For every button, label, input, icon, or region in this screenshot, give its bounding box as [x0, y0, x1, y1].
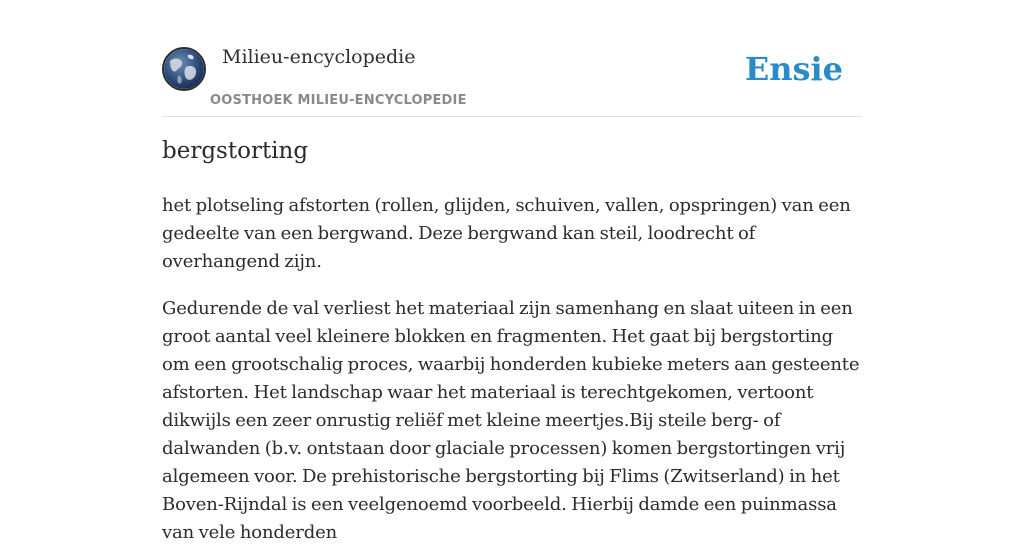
site-title[interactable]: Milieu-encyclopedie: [222, 46, 416, 68]
brand-logo[interactable]: Ensie: [744, 50, 843, 88]
page-container: [162, 0, 862, 543]
site-subtitle[interactable]: OOSTHOEK MILIEU-ENCYCLOPEDIE: [210, 93, 467, 108]
site-header: [162, 0, 862, 117]
article-paragraph: Gedurende de val verliest het materiaal zijn samenhang en slaat uiteen in een groot aantal veel kleinere blokken en fragmenten. Het gaat bij bergstorting om een grootschalig proces, waarbij honderden kubieke meters aan gesteente afstorten. Het landschap waar het materiaal is terechtgekomen, vertoont dikwijls een zeer onrustig reliëf met kleine meertjes.Bij steile berg- of dalwanden (b.v. ontstaan door glaciale processen) komen bergstortingen vrij algemeen voor. De prehistorische bergstorting bij Flims (Zwitserland) in het Boven-Rijndal is een veelgenoemd voorbeeld. Hierbij damde een puinmassa van vele honderden: [162, 298, 860, 543]
page-title: bergstorting: [162, 138, 309, 164]
article-paragraph: het plotseling afstorten (rollen, glijden, schuiven, vallen, opspringen) van een gedeelte van een bergwand. Deze bergwand kan steil, loodrecht of overhangend zijn.: [162, 195, 851, 272]
earth-globe-icon[interactable]: [162, 47, 206, 91]
